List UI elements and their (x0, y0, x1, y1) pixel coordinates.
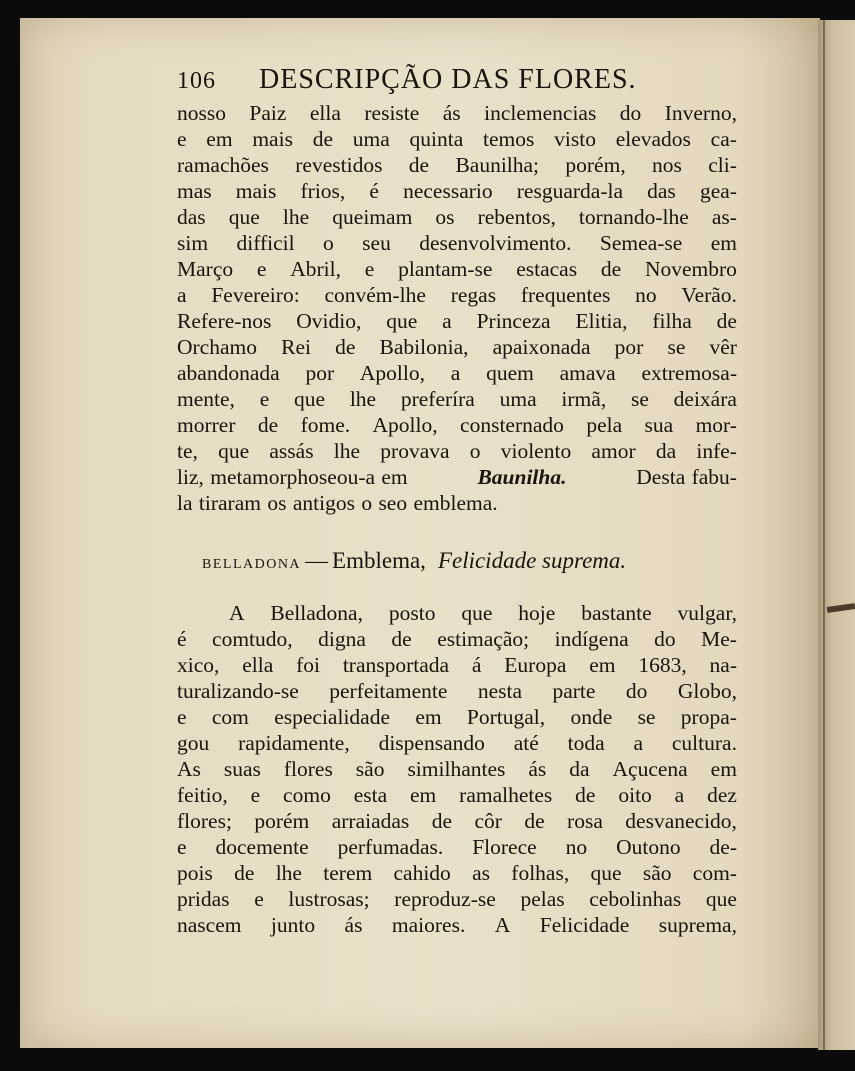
word: pelas (520, 887, 565, 911)
word: inclemencias (484, 101, 597, 125)
word: mais (252, 127, 293, 151)
text-line (177, 834, 737, 860)
word: Baunilha; (455, 153, 540, 177)
word: regas (450, 283, 497, 307)
word: das (647, 179, 676, 203)
emblem-label: Emblema, (332, 548, 426, 573)
text-line (177, 178, 737, 204)
word: cahido (393, 861, 451, 885)
emblem-meaning: Felicidade suprema. (437, 548, 627, 573)
word: que (590, 861, 622, 885)
word: que (461, 601, 493, 625)
word: com (211, 705, 249, 729)
word: á (471, 653, 482, 677)
line-text (177, 334, 737, 360)
word: a (177, 283, 187, 307)
text-line (177, 600, 737, 626)
word: desenvolvimento. (419, 231, 572, 255)
word: frios, (300, 179, 346, 203)
word: de (312, 127, 333, 151)
word: infe- (696, 439, 737, 463)
running-title: DESCRIPÇÃO DAS FLORES. (259, 64, 637, 95)
word: mor- (695, 413, 737, 437)
line-text: liz, metamorphoseou-a em (177, 465, 408, 489)
word: Me- (701, 627, 737, 651)
word: do (619, 101, 642, 125)
word: dispensando (378, 731, 485, 755)
word: cultura. (671, 731, 737, 755)
word: elevados (615, 127, 691, 151)
word: e (364, 257, 375, 281)
word: do (654, 627, 676, 651)
word: As (177, 757, 201, 781)
word: A (494, 913, 511, 937)
word: pridas (177, 887, 230, 911)
word: nascem (177, 913, 242, 937)
word: mas (177, 179, 212, 203)
word: provava (380, 439, 450, 463)
next-page-edge (818, 20, 855, 1050)
word: ramachões (177, 153, 269, 177)
word: ás (442, 101, 461, 125)
word: se (630, 387, 649, 411)
word: visto (554, 127, 596, 151)
word: seu (362, 231, 391, 255)
line-text (177, 652, 737, 678)
word: ás (528, 757, 547, 781)
word: da (569, 757, 590, 781)
word: ramalhetes (459, 783, 553, 807)
word: por (305, 361, 335, 385)
word: porém (254, 809, 310, 833)
word: onde (570, 705, 613, 729)
line-text (177, 204, 737, 230)
word: as (472, 861, 491, 885)
word: na- (709, 653, 737, 677)
italic-word: Baunilha. (477, 465, 567, 489)
text-line (177, 490, 737, 516)
text-line (177, 282, 737, 308)
word: de (575, 783, 596, 807)
word: nesta (477, 679, 523, 703)
text-line (177, 152, 737, 178)
word: até (513, 731, 539, 755)
word: rapidamente, (238, 731, 350, 755)
line-text (177, 730, 737, 756)
word: pela (586, 413, 623, 437)
word: convém-lhe (324, 283, 426, 307)
text-line (177, 438, 737, 464)
word: plantam-se (398, 257, 493, 281)
word: foi (296, 653, 320, 677)
word: lhe (333, 439, 361, 463)
word: A (229, 601, 245, 625)
word: propa- (680, 705, 737, 729)
word: similhantes (407, 757, 506, 781)
word: de (716, 309, 737, 333)
line-text (177, 178, 737, 204)
word: a (633, 731, 644, 755)
page-header (177, 60, 737, 100)
word: cli- (708, 153, 737, 177)
word: terem (323, 861, 373, 885)
word: lhe (275, 861, 302, 885)
text-line (177, 204, 737, 230)
line-text (177, 626, 737, 652)
word: digna (318, 627, 366, 651)
line-text: Desta fabu- (636, 465, 737, 489)
word: e (256, 257, 267, 281)
line-text (177, 152, 737, 178)
word: as- (711, 205, 737, 229)
plant-name: BELLADONA (202, 557, 302, 572)
line-text: la tiraram os antigos o seo emblema. (177, 491, 498, 515)
word: Ovidio, (296, 309, 362, 333)
word: de (431, 809, 453, 833)
line-text (177, 256, 737, 282)
line-text (177, 230, 737, 256)
word: te, (177, 439, 198, 463)
word: como (283, 783, 331, 807)
word: de (234, 861, 255, 885)
line-text (177, 704, 737, 730)
text-line (177, 704, 737, 730)
text-line (177, 126, 737, 152)
text-line (177, 678, 737, 704)
line-text (177, 834, 737, 860)
word: reproduz-se (394, 887, 496, 911)
word: folhas, (511, 861, 570, 885)
word: Abril, (290, 257, 341, 281)
word: parte (552, 679, 596, 703)
word: no (565, 835, 588, 859)
word: de (600, 257, 622, 281)
text-line (177, 360, 737, 386)
word: comtudo, (212, 627, 293, 651)
word: fome. (300, 413, 351, 437)
line-text (177, 360, 737, 386)
word: são (355, 757, 385, 781)
word: esta (353, 783, 388, 807)
word: Inverno, (664, 101, 737, 125)
word: Paiz (249, 101, 287, 125)
word: sim (177, 231, 209, 255)
word: Apollo, (359, 361, 425, 385)
word: suas (223, 757, 261, 781)
word: Portugal, (466, 705, 546, 729)
word: se (637, 705, 656, 729)
word: rebentos, (477, 205, 556, 229)
line-text (177, 886, 737, 912)
word: em (589, 653, 616, 677)
line-text (177, 808, 737, 834)
word: feitio, (177, 783, 228, 807)
word: resiste (364, 101, 420, 125)
word: que (386, 309, 418, 333)
word: bastante (581, 601, 652, 625)
word: de (335, 335, 356, 359)
word: e (177, 127, 187, 151)
word: morrer (177, 413, 236, 437)
text-line (177, 912, 737, 938)
text-line (177, 626, 737, 652)
line-text (177, 412, 737, 438)
word: temos (483, 127, 535, 151)
word: em (206, 127, 233, 151)
word: Verão. (681, 283, 737, 307)
word: irmã, (561, 387, 607, 411)
word: Princeza (476, 309, 551, 333)
word: Felicidade (539, 913, 630, 937)
word: assás (269, 439, 314, 463)
word: mais (235, 179, 277, 203)
word: nos (652, 153, 682, 177)
word: de- (709, 835, 737, 859)
word: que (705, 887, 737, 911)
word: sua (644, 413, 674, 437)
text-line (177, 756, 737, 782)
word: nosso (177, 101, 226, 125)
word: com- (692, 861, 737, 885)
line-text (229, 600, 737, 626)
word: flores (283, 757, 333, 781)
word: ella (242, 653, 274, 677)
word: Fevereiro: (211, 283, 300, 307)
word: Março (177, 257, 234, 281)
word: flores; (177, 809, 232, 833)
word: queimam (332, 205, 413, 229)
text-line (177, 808, 737, 834)
text-line (177, 386, 737, 412)
word: Florece (472, 835, 537, 859)
word: Rei (281, 335, 311, 359)
word: Elitia, (575, 309, 628, 333)
word: o (323, 231, 334, 255)
text-line (177, 308, 737, 334)
word: e (254, 887, 264, 911)
word: que (294, 387, 326, 411)
word: em (710, 231, 737, 255)
word: xico, (177, 653, 220, 677)
word: em (710, 757, 737, 781)
word: Semea-se (599, 231, 683, 255)
word: côr (474, 809, 502, 833)
word: suprema, (658, 913, 737, 937)
word: gea- (699, 179, 737, 203)
line-text (177, 678, 737, 704)
word: lustrosas; (288, 887, 370, 911)
text-line (177, 782, 737, 808)
word: rosa (567, 809, 603, 833)
word: filha (652, 309, 692, 333)
word: a (450, 361, 461, 385)
word: indígena (554, 627, 629, 651)
word: de (257, 413, 279, 437)
word: e (259, 387, 270, 411)
text-line (177, 412, 737, 438)
word: oito (618, 783, 652, 807)
word: junto (270, 913, 316, 937)
page-marker (827, 603, 855, 613)
word: uma (352, 127, 390, 151)
word: que (218, 439, 250, 463)
word: o (469, 439, 481, 463)
word: e (177, 835, 187, 859)
word: tornando-lhe (578, 205, 689, 229)
word: amava (559, 361, 616, 385)
word: maiores. (391, 913, 466, 937)
word: extremosa- (641, 361, 737, 385)
text-line (177, 256, 737, 282)
text-line (177, 860, 737, 886)
word: Globo, (677, 679, 737, 703)
word: que (228, 205, 260, 229)
word: de (524, 809, 545, 833)
word: a (674, 783, 685, 807)
word: Novembro (644, 257, 737, 281)
word: revestidos (295, 153, 383, 177)
word: é (369, 179, 379, 203)
word: quinta (409, 127, 464, 151)
word: necessario (403, 179, 493, 203)
text-line (177, 730, 737, 756)
section-title (177, 546, 737, 576)
line-text (177, 126, 737, 152)
text-line (177, 230, 737, 256)
word: em (415, 705, 442, 729)
word: da (655, 439, 677, 463)
paragraph-belladona (177, 600, 737, 938)
word: preferíra (400, 387, 475, 411)
word: se (667, 335, 686, 359)
word: é (177, 627, 187, 651)
text-line (177, 652, 737, 678)
word: quem (486, 361, 534, 385)
word: a (442, 309, 452, 333)
line-text (177, 386, 737, 412)
word: 1683, (638, 653, 687, 677)
word: arraiadas (331, 809, 410, 833)
word: Europa (504, 653, 567, 677)
word: das (177, 205, 206, 229)
word: lhe (282, 205, 310, 229)
word: cebolinhas (589, 887, 682, 911)
word: consternado (460, 413, 564, 437)
word: por (614, 335, 644, 359)
word: os (435, 205, 455, 229)
word: pois (177, 861, 213, 885)
word: desvanecido, (625, 809, 737, 833)
word: perfeitamente (329, 679, 448, 703)
line-text (177, 782, 737, 808)
word: uma (499, 387, 537, 411)
word: Açucena (612, 757, 688, 781)
line-text (177, 756, 737, 782)
word: apaixonada (492, 335, 591, 359)
page-fold-line (823, 20, 825, 1050)
word: Belladona, (270, 601, 363, 625)
text-line (177, 334, 737, 360)
word: estimação; (437, 627, 530, 651)
line-text (177, 860, 737, 886)
word: frequentes (520, 283, 611, 307)
word: porém, (565, 153, 626, 177)
word: toda (567, 731, 605, 755)
word: lhe (349, 387, 377, 411)
word: dez (707, 783, 737, 807)
word: Refere-nos (177, 309, 272, 333)
line-text (177, 308, 737, 334)
word: especialidade (274, 705, 390, 729)
word: de (408, 153, 430, 177)
word: turalizando-se (177, 679, 299, 703)
word: posto (388, 601, 436, 625)
word: transportada (342, 653, 450, 677)
word: Orchamo (177, 335, 257, 359)
word: violento (500, 439, 572, 463)
word: no (635, 283, 657, 307)
word: abandonada (177, 361, 280, 385)
word: difficil (236, 231, 295, 255)
word: deixára (673, 387, 737, 411)
word: em (410, 783, 437, 807)
word: vêr (709, 335, 737, 359)
word: e (177, 705, 187, 729)
word: docemente (215, 835, 309, 859)
word: gou (177, 731, 210, 755)
word: ás (344, 913, 363, 937)
word: mente, (177, 387, 235, 411)
word: amor (591, 439, 636, 463)
text-line (177, 886, 737, 912)
word: estacas (516, 257, 578, 281)
word: do (625, 679, 648, 703)
page-number: 106 (177, 68, 216, 94)
word: ca- (710, 127, 737, 151)
word: vulgar, (677, 601, 737, 625)
text-line (177, 464, 737, 490)
word: Babilonia, (379, 335, 469, 359)
word: Outono (616, 835, 681, 859)
word: de (391, 627, 412, 651)
word: perfumadas. (337, 835, 444, 859)
paragraph-vanilla-continued (177, 100, 737, 516)
line-text (177, 100, 737, 126)
word: e (250, 783, 261, 807)
line-text (177, 282, 737, 308)
title-dash: — (305, 548, 329, 573)
word: são (642, 861, 672, 885)
line-text (177, 438, 737, 464)
word: Apollo, (372, 413, 438, 437)
word: ella (309, 101, 341, 125)
line-text (177, 912, 737, 938)
word: resguarda-la (516, 179, 624, 203)
page-text-block (177, 60, 737, 938)
word: hoje (518, 601, 556, 625)
text-line (177, 100, 737, 126)
